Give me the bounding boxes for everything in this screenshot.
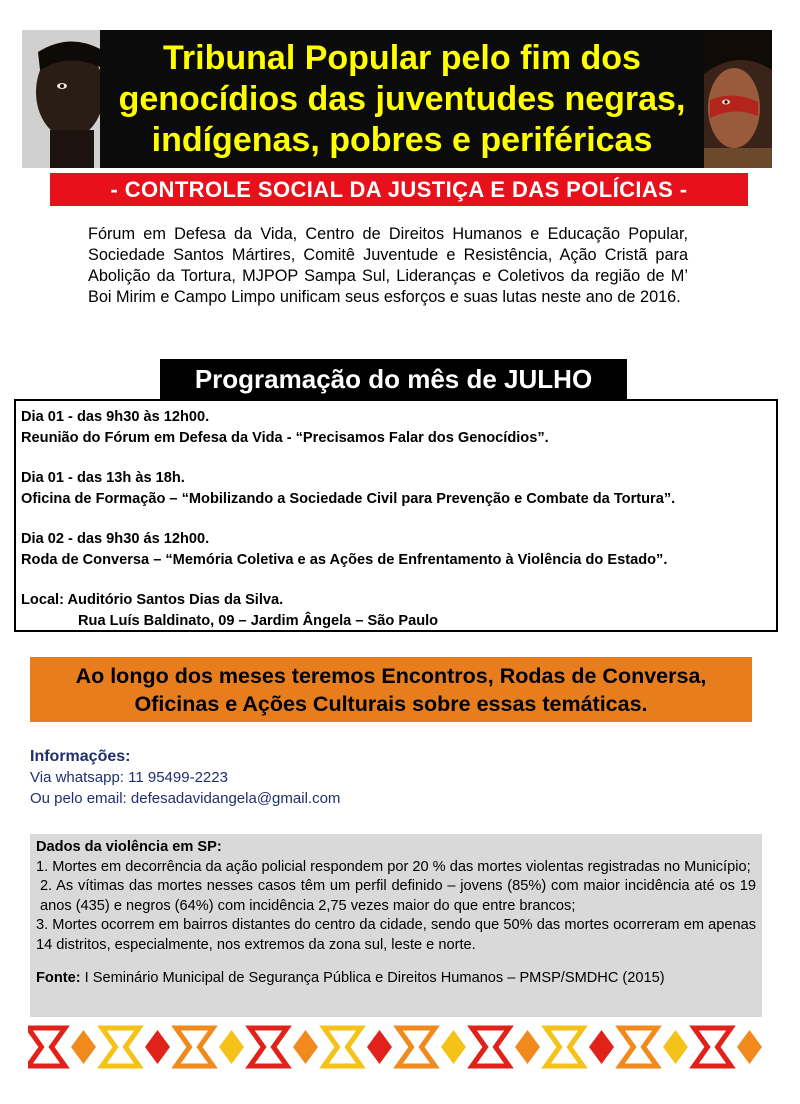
pattern-shape bbox=[589, 1030, 614, 1064]
pattern-shape bbox=[102, 1028, 139, 1066]
program-title: Programação do mês de JULHO bbox=[160, 359, 627, 399]
portrait-left-image bbox=[22, 30, 100, 168]
source-text: I Seminário Municipal de Segurança Pública e Direitos Humanos – PMSP/SMDHC (2015) bbox=[84, 970, 665, 986]
pattern-shape bbox=[620, 1028, 657, 1066]
highlight-banner bbox=[30, 657, 752, 722]
decorative-pattern-strip bbox=[28, 1024, 770, 1070]
contact-title: Informações: bbox=[30, 748, 131, 765]
header-banner bbox=[22, 30, 772, 168]
title-line: indígenas, pobres e periféricas bbox=[151, 121, 653, 159]
event-what: Roda de Conversa – “Memória Coletiva e as Ações de Enfrentamento à Violência do Estado”. bbox=[21, 551, 668, 568]
stats-source bbox=[36, 969, 756, 989]
page-title bbox=[100, 38, 704, 161]
pattern-shape bbox=[398, 1028, 435, 1066]
event-what: Oficina de Formação – “Mobilizando a Sociedade Civil para Prevenção e Combate da Tortura”. bbox=[21, 490, 676, 507]
subtitle-banner: - CONTROLE SOCIAL DA JUSTIÇA E DAS POLÍCIAS - bbox=[50, 173, 748, 206]
whatsapp-contact[interactable]: Via whatsapp: 11 95499-2223 bbox=[30, 769, 228, 786]
schedule-box bbox=[14, 399, 778, 632]
highlight-line: Ao longo dos meses teremos Encontros, Rodas de Conversa, bbox=[75, 664, 707, 688]
violence-stats-box bbox=[30, 834, 762, 1017]
location-address: Rua Luís Baldinato, 09 – Jardim Ângela – São Paulo bbox=[78, 612, 439, 629]
pattern-shape bbox=[28, 1028, 65, 1066]
title-line: genocídios das juventudes negras, bbox=[118, 80, 686, 118]
pattern-shape bbox=[694, 1028, 731, 1066]
pattern-icon bbox=[28, 1024, 770, 1070]
pattern-shape bbox=[293, 1030, 318, 1064]
highlight-line: Oficinas e Ações Culturais sobre essas temáticas. bbox=[134, 692, 648, 716]
stats-item: 1. Mortes em decorrência da ação policial respondem por 20 % das mortes violentas registradas no Município; bbox=[36, 858, 751, 875]
pattern-shape bbox=[472, 1028, 509, 1066]
pattern-shape bbox=[737, 1030, 762, 1064]
event-when: Dia 02 - das 9h30 ás 12h00. bbox=[21, 531, 210, 547]
pattern-shape bbox=[515, 1030, 540, 1064]
title-line: Tribunal Popular pelo fim dos bbox=[163, 39, 641, 77]
pattern-shape bbox=[71, 1030, 96, 1064]
pattern-shape bbox=[176, 1028, 213, 1066]
event-when: Dia 01 - das 9h30 às 12h00. bbox=[21, 409, 210, 425]
intro-paragraph: Fórum em Defesa da Vida, Centro de Direitos Humanos e Educação Popular, Sociedade Santos Mártires, Comitê Juventude e Resistência, Ação Cristã para Abolição da Tortura, MJPOP Sampa Sul, Lideranças e Coletivos da região de M’ Boi Mirim e Campo Limpo unificam seus esforços e suas lutas neste ano de 2016. bbox=[88, 225, 688, 306]
pattern-shape bbox=[324, 1028, 361, 1066]
pattern-shape bbox=[250, 1028, 287, 1066]
email-contact[interactable]: Ou pelo email: defesadavidangela@gmail.com bbox=[30, 790, 341, 807]
contact-info bbox=[30, 746, 340, 809]
stats-item: 3. Mortes ocorrem em bairros distantes do centro da cidade, sendo que 50% das mortes ocorreram em apenas 14 distritos, especialmente, nos extremos da zona sul, leste e norte. bbox=[36, 917, 756, 953]
pattern-shape bbox=[219, 1030, 244, 1064]
pattern-shape bbox=[663, 1030, 688, 1064]
stats-item: 2. As vítimas das mortes nesses casos têm um perfil definido – jovens (85%) com maior incidência até os 19 anos (435) e negros (64%) com incidência 2,75 vezes maior do que entre brancos; bbox=[40, 878, 756, 914]
location-label: Local: Auditório Santos Dias da Silva. bbox=[21, 592, 284, 608]
pattern-shape bbox=[546, 1028, 583, 1066]
pattern-shape bbox=[367, 1030, 392, 1064]
event-what: Reunião do Fórum em Defesa da Vida - “Precisamos Falar dos Genocídios”. bbox=[21, 429, 549, 446]
pattern-shape bbox=[441, 1030, 466, 1064]
source-label: Fonte: bbox=[36, 970, 81, 986]
stats-title: Dados da violência em SP: bbox=[36, 839, 222, 855]
event-when: Dia 01 - das 13h às 18h. bbox=[21, 470, 185, 486]
pattern-shape bbox=[145, 1030, 170, 1064]
portrait-right-image bbox=[704, 30, 772, 168]
